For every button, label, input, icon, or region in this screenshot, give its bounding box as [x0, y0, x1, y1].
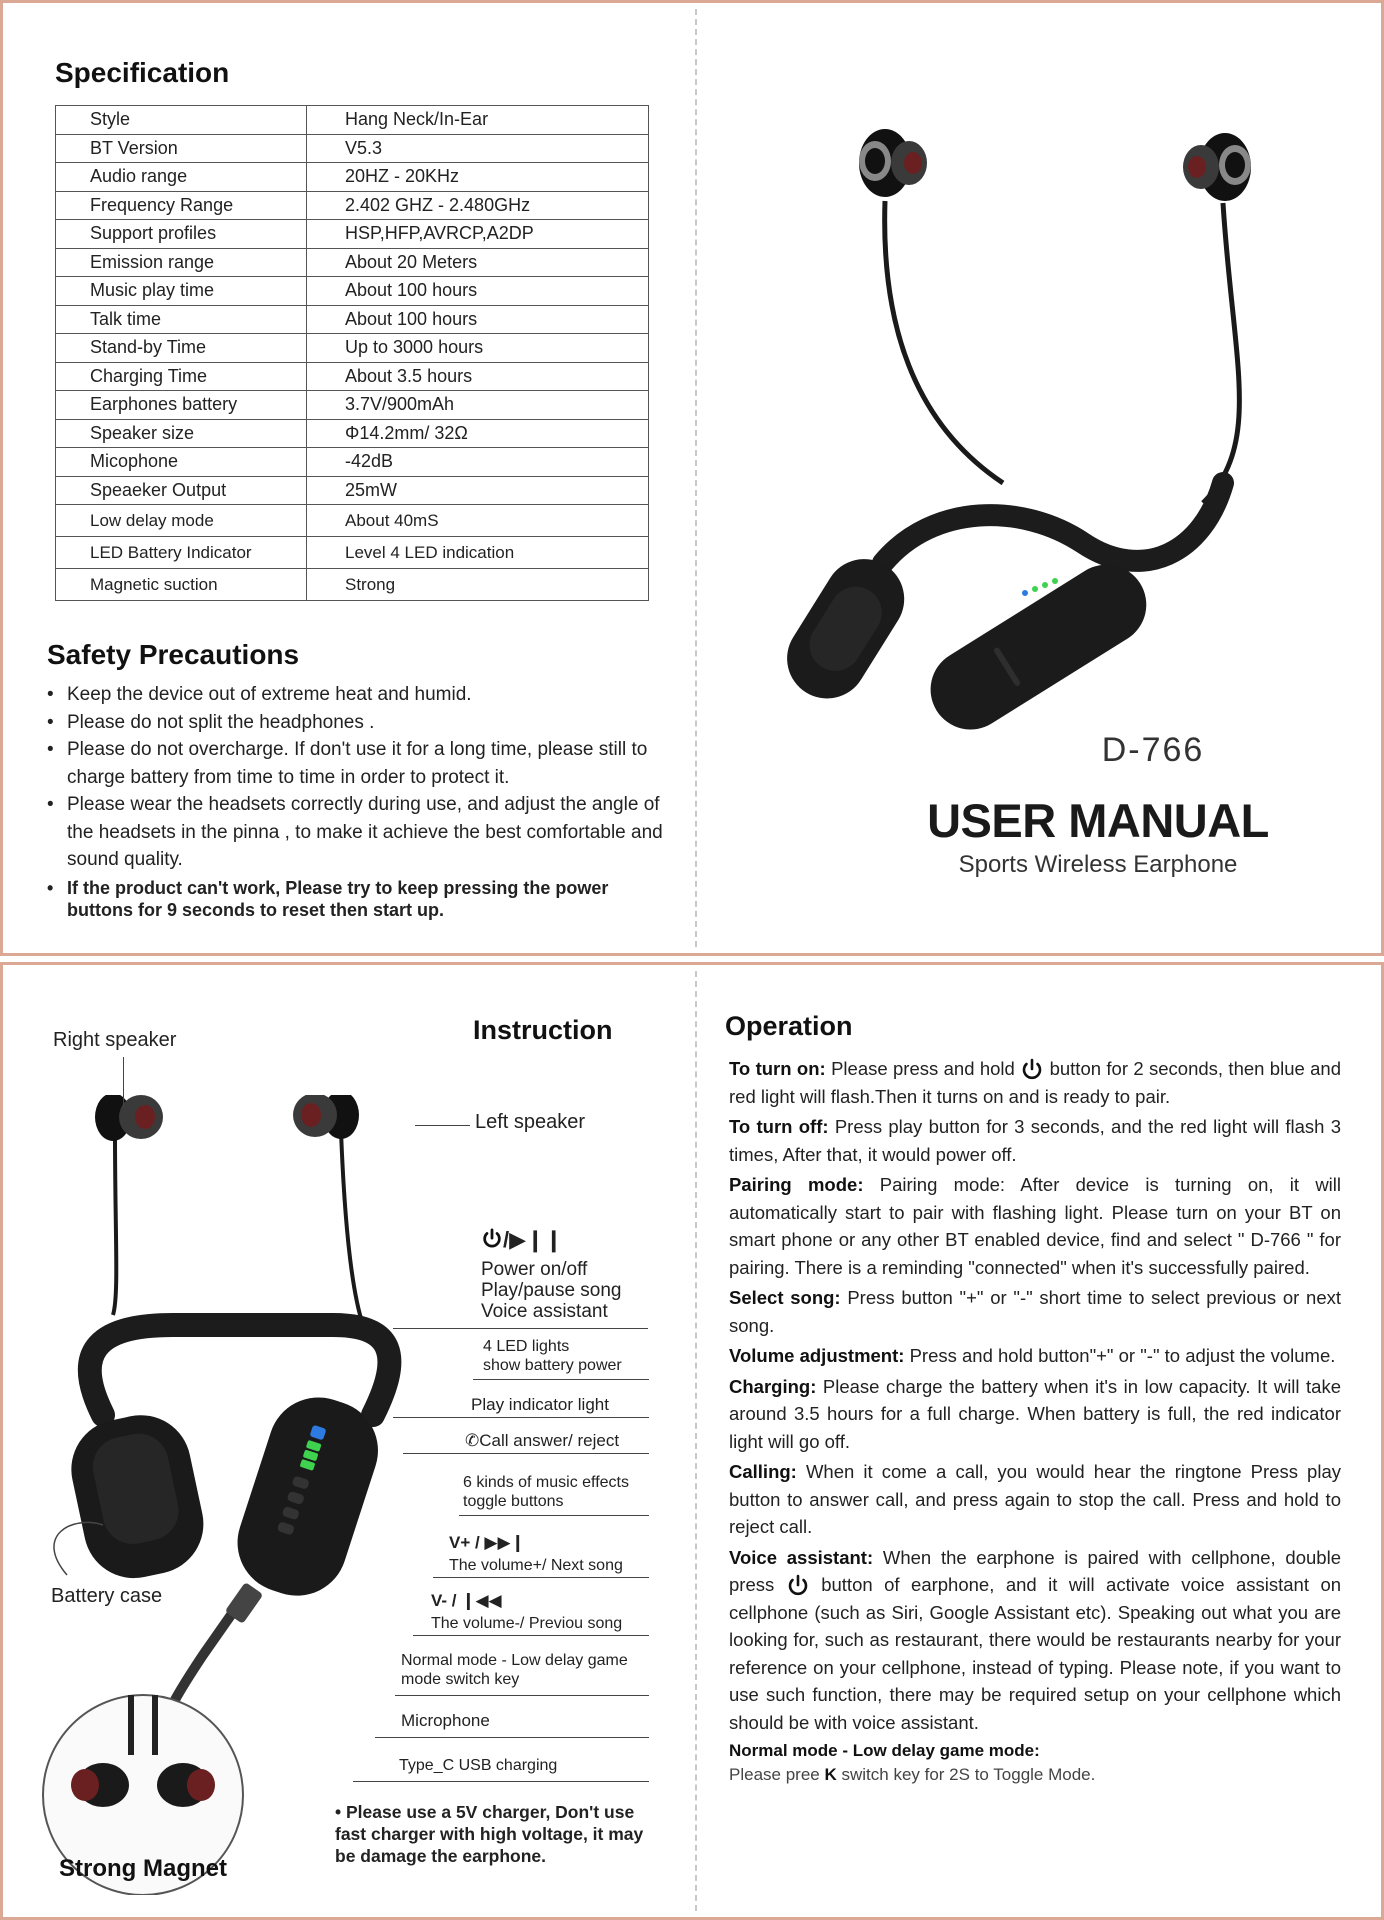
typec-label: Type_C USB charging	[399, 1757, 558, 1774]
spec-value: About 20 Meters	[307, 248, 649, 277]
turn-off-label: To turn off:	[729, 1116, 829, 1137]
normal-mode-text: Please pree	[729, 1765, 820, 1784]
turn-on-label: To turn on:	[729, 1058, 826, 1079]
spec-value: 20HZ - 20KHz	[307, 163, 649, 192]
spec-value: About 100 hours	[307, 305, 649, 334]
mode-line: Normal mode - Low delay game	[401, 1652, 628, 1669]
operation-title: Operation	[725, 1011, 853, 1041]
spec-value: Hang Neck/In-Ear	[307, 106, 649, 135]
spec-label: Style	[56, 106, 307, 135]
spec-value: -42dB	[307, 448, 649, 477]
safety-item: • Please do not overcharge. If don't use it for a long time, please still to charge battery from time to time in order to protect it.	[47, 736, 667, 791]
power-line: Play/pause song	[481, 1280, 622, 1301]
top-panel	[0, 0, 1384, 956]
spec-value: 2.402 GHZ - 2.480GHz	[307, 191, 649, 220]
charging-text: Please charge the battery when it's in low capacity. It will take around 3.5 hours for a full charge. When battery is full, the red indicator light will go off.	[729, 1375, 1342, 1452]
spec-label: Speaker size	[56, 419, 307, 448]
charging-label: Charging:	[729, 1375, 817, 1397]
phone-icon: ✆	[465, 1431, 480, 1450]
fold-line	[695, 9, 697, 947]
spec-value: 25mW	[307, 476, 649, 505]
spec-row	[56, 163, 649, 192]
strong-magnet-label: Strong Magnet	[59, 1855, 227, 1882]
spec-value: V5.3	[307, 134, 649, 163]
spec-value: Level 4 LED indication	[307, 537, 649, 569]
leader-line	[413, 1635, 649, 1636]
leader-line	[473, 1379, 649, 1380]
spec-row	[56, 277, 649, 306]
instruction-diagram	[33, 1095, 473, 1895]
spec-row	[56, 569, 649, 601]
volume-up-desc: The volume+/ Next song	[449, 1557, 623, 1574]
spec-label: LED Battery Indicator	[56, 537, 307, 569]
spec-label: Micophone	[56, 448, 307, 477]
operation-text	[729, 1055, 1341, 1790]
leader-line	[459, 1515, 649, 1516]
volume-text: Press and hold button"+" or "-" to adjust the volume.	[909, 1345, 1336, 1366]
select-song-label: Select song:	[729, 1287, 841, 1308]
spec-label: Magnetic suction	[56, 569, 307, 601]
leader-line	[393, 1417, 649, 1418]
spec-row	[56, 391, 649, 420]
spec-label: Frequency Range	[56, 191, 307, 220]
spec-value: Strong	[307, 569, 649, 601]
spec-label: Stand-by Time	[56, 334, 307, 363]
safety-item: • Keep the device out of extreme heat and humid.	[47, 681, 667, 709]
model-number: D-766	[1101, 731, 1205, 769]
voice-assistant-text: button of earphone, and it will activate voice assistant on cellphone (such as Siri, Google Assistant etc). Speaking out what you are looking for, such as restaurant, there would be restaurants nearby for your reference on your cellphone, instead of typing. Please note, if you want to use such function, there may be required setup on your cellphone which should be with voice assistant.	[729, 1574, 1342, 1733]
spec-table	[55, 105, 649, 601]
led-line: 4 LED lights	[483, 1338, 570, 1355]
leader-line	[395, 1695, 649, 1696]
turn-on-text: Please press and hold	[831, 1058, 1015, 1079]
leader-line	[403, 1453, 649, 1454]
right-speaker-label: Right speaker	[53, 1029, 177, 1051]
spec-value: About 40mS	[307, 505, 649, 537]
leader-line	[433, 1577, 649, 1578]
leader-line	[353, 1781, 649, 1782]
spec-label: Emission range	[56, 248, 307, 277]
voice-assistant-text: When the earphone is paired with cellphone, double press	[729, 1546, 1341, 1595]
effects-line: 6 kinds of music effects	[463, 1474, 629, 1491]
spec-label: BT Version	[56, 134, 307, 163]
spec-row	[56, 334, 649, 363]
turn-on-text: button for 2 seconds, then blue and red light will flash.Then it turns on and is ready to pair.	[729, 1058, 1342, 1107]
spec-label: Music play time	[56, 277, 307, 306]
volume-down-desc: The volume-/ Previou song	[431, 1615, 623, 1632]
spec-label: Speaeker Output	[56, 476, 307, 505]
normal-mode-text: switch key for 2S to Toggle Mode.	[841, 1765, 1096, 1784]
spec-label: Audio range	[56, 163, 307, 192]
manual-subtitle: Sports Wireless Earphone	[958, 851, 1238, 878]
spec-row	[56, 248, 649, 277]
call-text: Call answer/ reject	[479, 1431, 620, 1450]
safety-item: • Please do not split the headphones .	[47, 709, 667, 737]
battery-case-label: Battery case	[51, 1585, 163, 1607]
power-icon	[481, 1228, 503, 1250]
spec-row	[56, 191, 649, 220]
instruction-title: Instruction	[473, 1015, 613, 1045]
spec-row	[56, 419, 649, 448]
call-label	[465, 1431, 619, 1451]
spec-row	[56, 537, 649, 569]
spec-value: 3.7V/900mAh	[307, 391, 649, 420]
select-song-text: Press button "+" or "-" short time to select previous or next song.	[729, 1287, 1342, 1336]
spec-label: Talk time	[56, 305, 307, 334]
led-line: show battery power	[483, 1357, 622, 1374]
spec-row	[56, 362, 649, 391]
led-lights-label	[483, 1337, 622, 1375]
effects-line: toggle buttons	[463, 1493, 564, 1510]
calling-text: When it come a call, you would hear the ringtone Press play button to answer call, and press again to stop the call. Press and hold to reject call.	[729, 1461, 1341, 1537]
spec-row	[56, 505, 649, 537]
spec-value: Up to 3000 hours	[307, 334, 649, 363]
pairing-label: Pairing mode:	[729, 1174, 864, 1195]
spec-label: Charging Time	[56, 362, 307, 391]
spec-row	[56, 448, 649, 477]
leader-line	[415, 1125, 470, 1126]
manual-title: USER MANUAL	[927, 794, 1269, 847]
earphone-product-image	[763, 123, 1283, 743]
spec-value: About 3.5 hours	[307, 362, 649, 391]
normal-mode-label: Normal mode - Low delay game mode:	[729, 1741, 1040, 1760]
power-description	[481, 1259, 622, 1322]
spec-row	[56, 106, 649, 135]
safety-item: • Please wear the headsets correctly during use, and adjust the angle of the headsets in the pinna , to make it achieve the best comfortable and sound quality.	[47, 791, 667, 874]
spec-label: Earphones battery	[56, 391, 307, 420]
pairing-text: Pairing mode: After device is turning on, it will automatically start to pair with flashing light. Please turn on your BT on smart phone or any other BT enabled device, find and select " D-766 " for pairing. There is a reminding "connected" when it's successfully paired.	[729, 1174, 1342, 1278]
spec-label: Support profiles	[56, 220, 307, 249]
power-line: Power on/off	[481, 1259, 588, 1280]
power-play-icon-label	[481, 1227, 563, 1253]
calling-label: Calling:	[729, 1461, 797, 1482]
mode-line: mode switch key	[401, 1671, 520, 1688]
spec-label: Low delay mode	[56, 505, 307, 537]
spec-value: About 100 hours	[307, 277, 649, 306]
fold-line	[695, 971, 697, 1911]
power-icon	[786, 1574, 810, 1598]
volume-label: Volume adjustment:	[729, 1345, 905, 1366]
safety-title: Safety Precautions	[47, 639, 300, 670]
safety-list	[47, 681, 667, 921]
left-speaker-label: Left speaker	[475, 1111, 586, 1133]
spec-row	[56, 134, 649, 163]
mode-switch-label	[401, 1651, 628, 1689]
leader-line	[393, 1328, 648, 1329]
safety-bold-item: • If the product can't work, Please try to keep pressing the power buttons for 9 seconds to reset then start up.	[47, 877, 667, 921]
spec-row	[56, 220, 649, 249]
power-line: Voice assistant	[481, 1301, 608, 1322]
spec-row	[56, 305, 649, 334]
charger-note: • Please use a 5V charger, Don't use fast charger with high voltage, it may be damage the earphone.	[335, 1802, 644, 1866]
microphone-label: Microphone	[401, 1711, 490, 1730]
turn-off-text: Press play button for 3 seconds, and the red light will flash 3 times, After that, it would power off.	[729, 1116, 1341, 1165]
play-indicator-label: Play indicator light	[471, 1395, 609, 1414]
k-key-label: K	[824, 1765, 837, 1784]
spec-title: Specification	[55, 57, 230, 88]
spec-value: Φ14.2mm/ 32Ω	[307, 419, 649, 448]
voice-assistant-label: Voice assistant:	[729, 1546, 874, 1568]
play-pause-icon: /▶❙❙	[503, 1227, 563, 1252]
leader-line	[375, 1737, 649, 1738]
bottom-panel	[0, 962, 1384, 1920]
spec-value: HSP,HFP,AVRCP,A2DP	[307, 220, 649, 249]
charger-note-text: Please use a 5V charger, Don't use fast charger with high voltage, it may be damage the earphone.	[335, 1802, 644, 1866]
power-icon	[1020, 1058, 1044, 1082]
spec-row	[56, 476, 649, 505]
effects-label	[463, 1473, 629, 1511]
leader-line	[123, 1057, 124, 1107]
volume-down-title: V- / ❙◀◀	[431, 1591, 502, 1610]
volume-up-title: V+ / ▶▶❙	[449, 1533, 525, 1552]
